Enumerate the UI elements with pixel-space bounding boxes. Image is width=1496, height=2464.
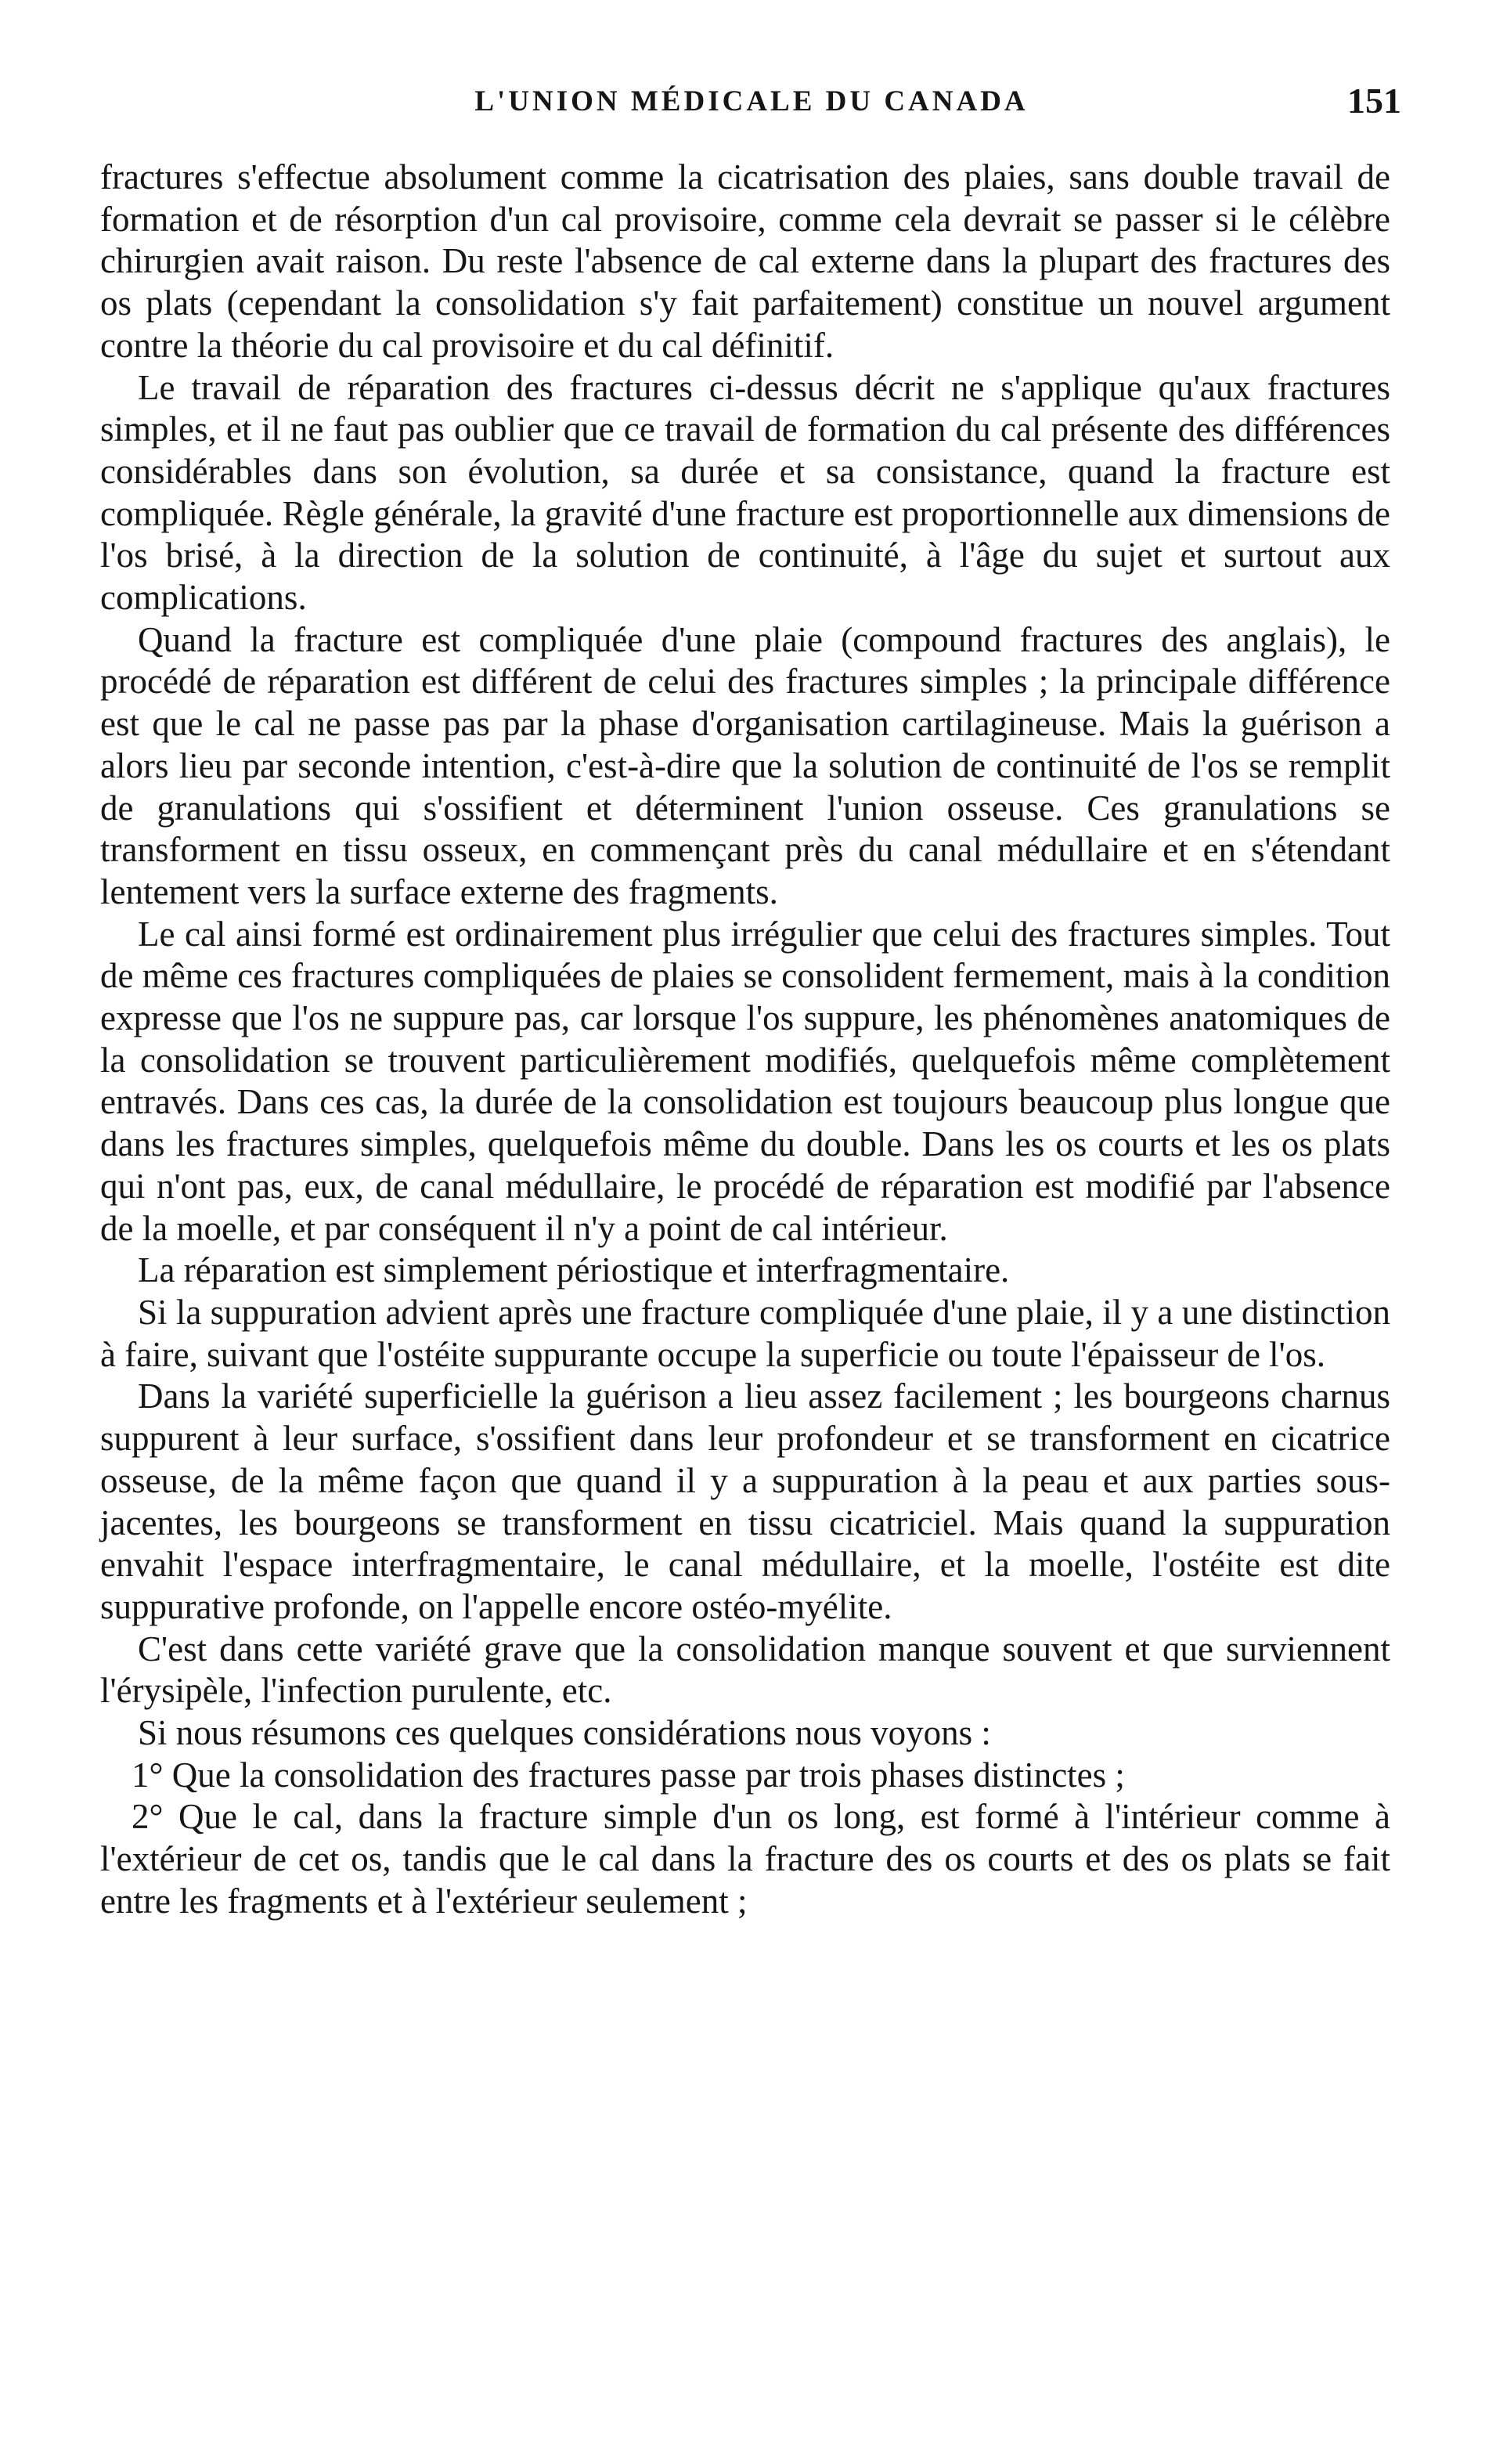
paragraph: Si la suppuration advient après une fracture compliquée d'une plaie, il y a une distinction à faire, suivant que l'ostéite suppurante occupe la superficie ou toute l'épaisseur de l'os. [100, 1292, 1390, 1374]
body-text [100, 157, 1390, 1923]
paragraph: Le travail de réparation des fractures ci-dessus décrit ne s'applique qu'aux fractures simples, et il ne faut pas oublier que ce travail de formation du cal présente des différences considérables dans son évolution, sa durée et sa consistance, quand la fracture est compliquée. Règle générale, la gravité d'une fracture est proportionnelle aux dimensions de l'os brisé, à la direction de la solution de continuité, à l'âge du sujet et surtout aux complications. [100, 367, 1390, 618]
list-item: 2° Que le cal, dans la fracture simple d'un os long, est formé à l'intérieur comme à l'extérieur de cet os, tandis que le cal dans la fracture des os courts et des os plats se fait entre les fragments et à l'extérieur seulement ; [100, 1797, 1390, 1921]
paragraph: La réparation est simplement périostique et interfragmentaire. [138, 1250, 1010, 1290]
paragraph: Dans la variété superficielle la guérison a lieu assez facilement ; les bourgeons charnus suppurent à leur surface, s'ossifient dans leur profondeur et se transforment en cicatrice osseuse, de la même façon que quand il y a suppuration à la peau et aux parties sous-jacentes, les bourgeons se transforment en tissu cicatriciel. Mais quand la suppuration envahit l'espace interfragmentaire, le canal médullaire, et la moelle, l'ostéite est dite suppurative profonde, on l'appelle encore ostéo-myélite. [100, 1376, 1390, 1626]
paragraph: C'est dans cette variété grave que la consolidation manque souvent et que surviennent l'érysipèle, l'infection purulente, etc. [100, 1629, 1390, 1711]
running-title: L'UNION MÉDICALE DU CANADA [474, 85, 1029, 117]
list-item: 1° Que la consolidation des fractures passe par trois phases distinctes ; [132, 1755, 1125, 1795]
paragraph: Le cal ainsi formé est ordinairement plus irrégulier que celui des fractures simples. Tout de même ces fractures compliquées de plaies se consolident fermement, mais à la condition expresse que l'os ne suppure pas, car lorsque l'os suppure, les phénomènes anatomiques de la consolidation se trouvent particulièrement modifiés, quelquefois même complètement entravés. Dans ces cas, la durée de la consolidation est toujours beaucoup plus longue que dans les fractures simples, quelquefois même du double. Dans les os courts et les os plats qui n'ont pas, eux, de canal médullaire, le procédé de réparation est modifié par l'absence de la moelle, et par conséquent il n'y a point de cal intérieur. [100, 914, 1390, 1248]
page-number: 151 [1347, 81, 1401, 121]
paragraph: fractures s'effectue absolument comme la cicatrisation des plaies, sans double travail de formation et de résorption d'un cal provisoire, comme cela devrait se passer si le célèbre chirurgien avait raison. Du reste l'absence de cal externe dans la plupart des fractures des os plats (cependant la consolidation s'y fait parfaitement) constitue un nouvel argument contre la théorie du cal provisoire et du cal définitif. [100, 157, 1390, 365]
paragraph: Si nous résumons ces quelques considérations nous voyons : [138, 1713, 991, 1753]
paragraph: Quand la fracture est compliquée d'une plaie (compound fractures des anglais), le procédé de réparation est différent de celui des fractures simples ; la principale différence est que le cal ne passe pas par la phase d'organisation cartilagineuse. Mais la guérison a alors lieu par seconde intention, c'est-à-dire que la solution de continuité de l'os se remplit de granulations qui s'ossifient et déterminent l'union osseuse. Ces granulations se transforment en tissu osseux, en commençant près du canal médullaire et en s'étendant lentement vers la surface externe des fragments. [100, 619, 1390, 911]
page-header [102, 81, 1401, 132]
